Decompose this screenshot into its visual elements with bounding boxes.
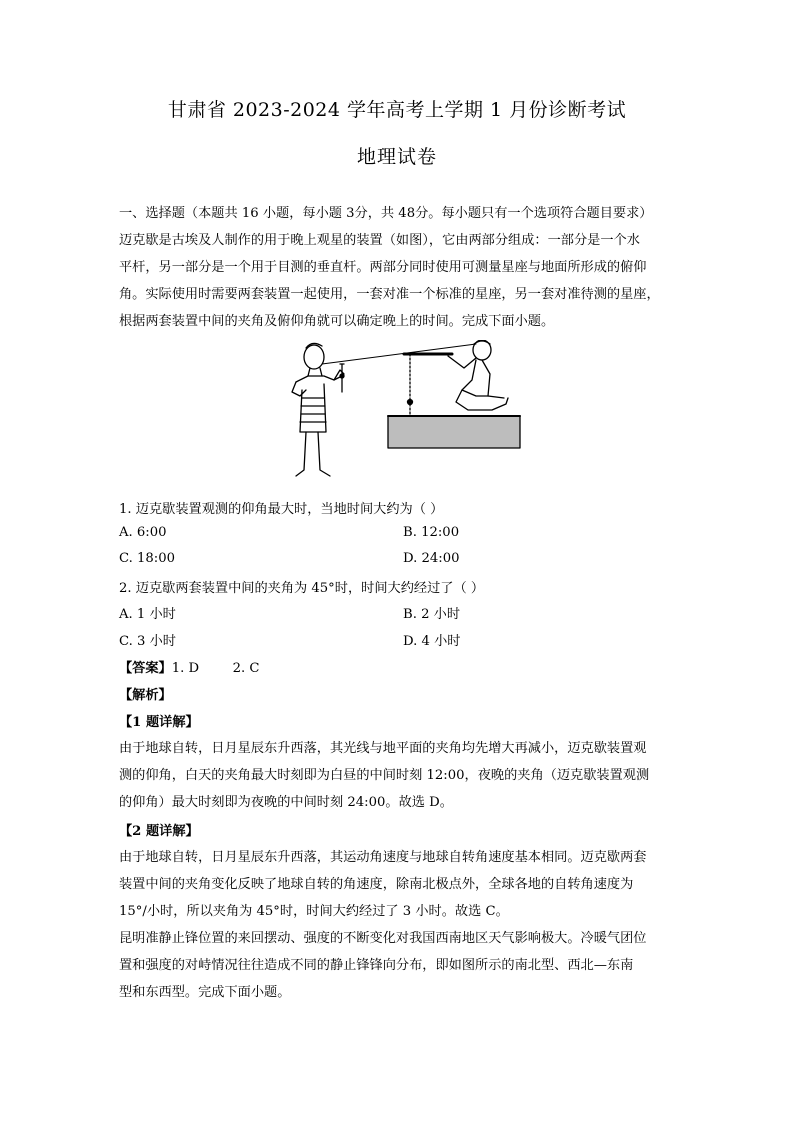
- question-1-option-a: A. 6:00: [119, 525, 167, 540]
- section1-block: [119, 200, 679, 335]
- answer-text: 1. D 2. C: [171, 661, 260, 676]
- detail-1-label: 【1 题详解】: [119, 715, 199, 730]
- next-question-intro: [119, 925, 679, 1006]
- question-2-option-d: D. 4 小时: [403, 634, 461, 649]
- next-intro-line-2: 置和强度的对峙情况往往造成不同的静止锋锋向分布，即如图所示的南北型、西北—东南: [119, 958, 634, 973]
- next-intro-line-1: 昆明准静止锋位置的来回摆动、强度的不断变化对我国西南地区天气影响极大。冷暖气团位: [119, 931, 647, 946]
- detail-2-line-3: 15°/小时，所以夹角为 45°时，时间大约经过了 3 小时。故选 C。: [119, 904, 509, 919]
- detail-2-label: 【2 题详解】: [119, 824, 199, 839]
- question-1-option-d: D. 24:00: [403, 551, 460, 566]
- intro-line-4: 根据两套装置中间的夹角及俯仰角就可以确定晚上的时间。完成下面小题。: [119, 314, 555, 329]
- question-2-stem: 2. 迈克歇两套装置中间的夹角为 45°时，时间大约经过了（ ）: [119, 581, 485, 596]
- analysis-label: 【解析】: [119, 688, 172, 703]
- question-1-option-b: B. 12:00: [403, 525, 460, 540]
- detail-2-line-1: 由于地球自转，日月星辰东升西落，其运动角速度与地球自转角速度基本相同。迈克歇两套: [119, 850, 647, 865]
- answer-line: [119, 657, 260, 676]
- intro-line-2: 平杆，另一部分是一个用于目测的垂直杆。两部分同时使用可测量星座与地面所形成的俯仰: [119, 260, 647, 275]
- section-heading: 一、选择题（本题共 16 小题，每小题 3分，共 48分。每小题只有一个选项符合题目要求）: [119, 206, 653, 221]
- exam-subtitle: 地理试卷: [356, 146, 437, 168]
- detail-2-line-2: 装置中间的夹角变化反映了地球自转的角速度，除南北极点外，全球各地的自转角速度为: [119, 877, 634, 892]
- detail-1-line-1: 由于地球自转，日月星辰东升西落，其光线与地平面的夹角均先增大再减小，迈克歇装置观: [119, 741, 647, 756]
- detail-1-text: [119, 735, 679, 816]
- question-1-stem: 1. 迈克歇装置观测的仰角最大时，当地时间大约为（ ）: [119, 502, 444, 517]
- exam-title: 甘肃省 2023-2024 学年高考上学期 1 月份诊断考试: [167, 99, 627, 121]
- detail-1-line-3: 的仰角）最大时刻即为夜晚的中间时刻 24:00。故选 D。: [119, 795, 453, 810]
- question-2-option-a: A. 1 小时: [119, 607, 176, 622]
- next-intro-line-3: 型和东西型。完成下面小题。: [119, 985, 291, 1000]
- question-1-option-c: C. 18:00: [119, 551, 176, 566]
- question-2-option-c: C. 3 小时: [119, 634, 176, 649]
- detail-1-line-2: 测的仰角，白天的夹角最大时刻即为白昼的中间时刻 12:00，夜晚的夹角（迈克歇装置观测: [119, 768, 650, 783]
- merkhet-illustration: [276, 340, 522, 488]
- question-2-option-b: B. 2 小时: [403, 607, 461, 622]
- detail-2-text: [119, 844, 679, 925]
- intro-line-1: 迈克歇是古埃及人制作的用于晚上观星的装置（如图），它由两部分组成：一部分是一个水: [119, 233, 640, 248]
- answer-label: 【答案】: [119, 661, 172, 676]
- intro-line-3: 角。实际使用时需要两套装置一起使用，一套对准一个标准的星座，另一套对准待测的星座，: [119, 287, 660, 302]
